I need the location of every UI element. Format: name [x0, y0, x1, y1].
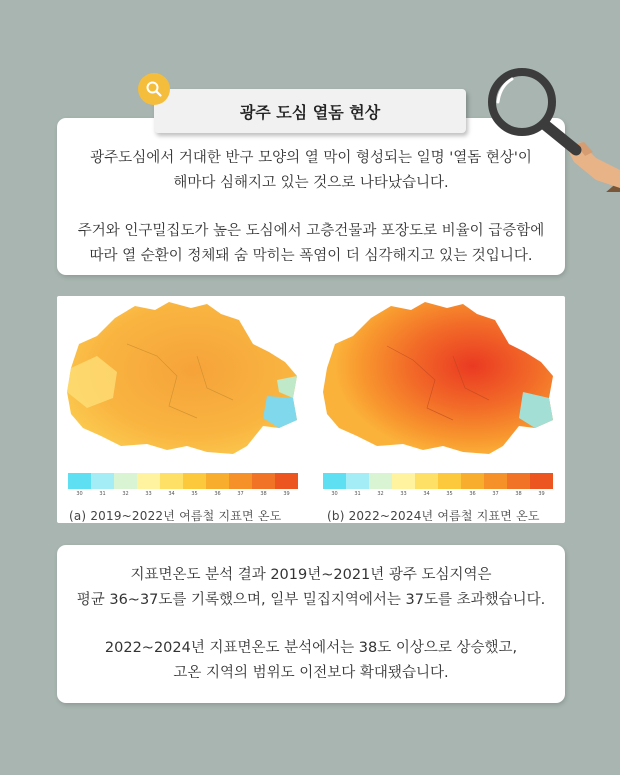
intro-line: 해마다 심해지고 있는 것으로 나타났습니다.: [173, 175, 449, 191]
summary-line: 평균 36~37도를 기록했으며, 일부 밀집지역에서는 37도를 초과했습니다.: [76, 592, 546, 608]
summary-card: [57, 545, 565, 703]
legend-tick: 30: [331, 491, 338, 497]
legend-swatch: [530, 473, 553, 489]
legend-swatch: [229, 473, 252, 489]
legend-ticks-right: [323, 491, 553, 497]
legend-swatch: [206, 473, 229, 489]
legend-tick: 37: [492, 491, 499, 497]
legend-tick: 33: [145, 491, 152, 497]
legend-tick: 31: [354, 491, 361, 497]
legend-ticks-left: [68, 491, 298, 497]
legend-swatch: [415, 473, 438, 489]
legend-swatch: [369, 473, 392, 489]
summary-line: 2022~2024년 지표면온도 분석에서는 38도 이상으로 상승했고,: [104, 640, 518, 656]
legend-tick: 31: [99, 491, 106, 497]
legend-swatch: [91, 473, 114, 489]
search-badge: [138, 73, 170, 105]
legend-swatch: [68, 473, 91, 489]
legend-tick: 36: [214, 491, 221, 497]
legend-swatch: [438, 473, 461, 489]
legend-swatch: [507, 473, 530, 489]
legend-swatch: [114, 473, 137, 489]
magnifier-illustration-icon: [484, 62, 620, 192]
legend-tick: 36: [469, 491, 476, 497]
legend-tick: 39: [538, 491, 545, 497]
legend-tick: 32: [122, 491, 129, 497]
legend-tick: 32: [377, 491, 384, 497]
legend-swatch: [275, 473, 298, 489]
legend-swatch: [323, 473, 346, 489]
figure-caption-right: (b) 2022~2024년 여름철 지표면 온도: [327, 509, 540, 523]
legend-tick: 35: [446, 491, 453, 497]
legend-tick: 37: [237, 491, 244, 497]
legend-swatch: [183, 473, 206, 489]
summary-line: 지표면온도 분석 결과 2019년~2021년 광주 도심지역은: [130, 567, 492, 583]
legend-swatch: [346, 473, 369, 489]
legend-swatch: [137, 473, 160, 489]
figure-caption-left: (a) 2019~2022년 여름철 지표면 온도: [69, 509, 282, 523]
search-icon: [145, 80, 163, 98]
legend-swatch: [252, 473, 275, 489]
legend-swatch: [160, 473, 183, 489]
legend-swatch: [461, 473, 484, 489]
intro-line: 따라 열 순환이 정체돼 숨 막히는 폭염이 더 심각해지고 있는 것입니다.: [89, 248, 533, 264]
page-title: 광주 도심 열돔 현상: [154, 89, 466, 133]
legend-tick: 34: [423, 491, 430, 497]
legend-tick: 39: [283, 491, 290, 497]
temperature-map-figure: [57, 296, 565, 523]
legend-colorbar-left: [68, 473, 298, 489]
legend-tick: 38: [260, 491, 267, 497]
legend-tick: 34: [168, 491, 175, 497]
intro-line: 주거와 인구밀집도가 높은 도심에서 고층건물과 포장도로 비율이 급증함에: [77, 223, 545, 239]
map-right: [323, 302, 553, 454]
legend-tick: 33: [400, 491, 407, 497]
legend-tick: 30: [76, 491, 83, 497]
legend-tick: 35: [191, 491, 198, 497]
intro-line: 광주도심에서 거대한 반구 모양의 열 막이 형성되는 일명 '열돔 현상'이: [90, 150, 532, 166]
legend-colorbar-right: [323, 473, 553, 489]
legend-tick: 38: [515, 491, 522, 497]
legend-swatch: [392, 473, 415, 489]
legend-swatch: [484, 473, 507, 489]
summary-line: 고온 지역의 범위도 이전보다 확대됐습니다.: [173, 665, 449, 681]
